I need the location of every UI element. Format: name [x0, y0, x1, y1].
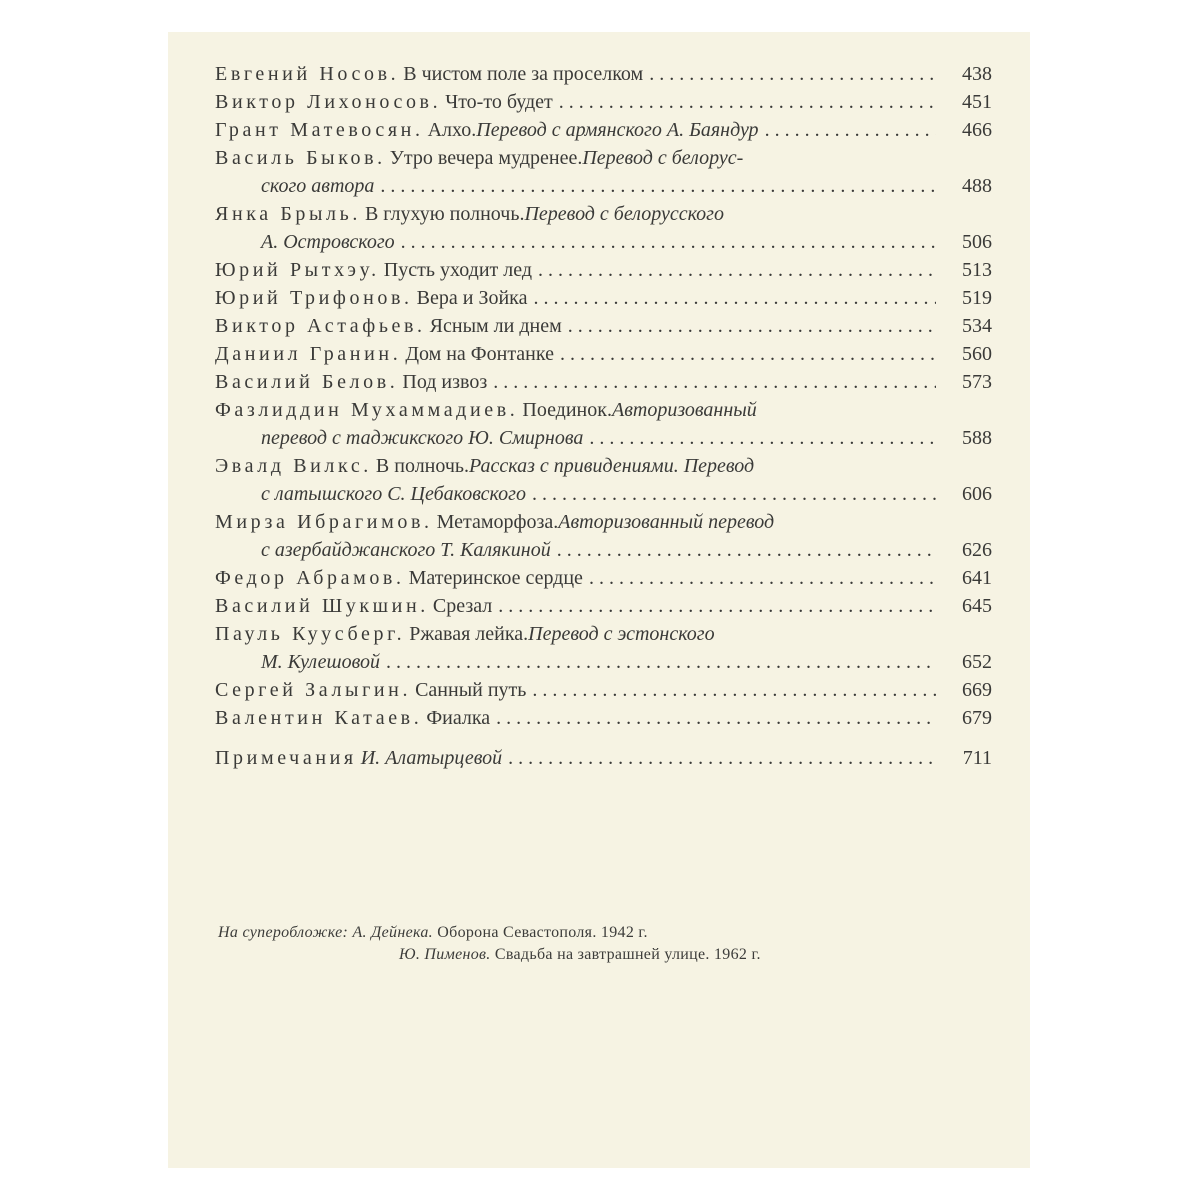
notes-page-number: 711: [962, 747, 992, 769]
toc-entry: [215, 284, 992, 312]
toc-entry-line: [215, 340, 992, 368]
entry-title: Под извоз: [402, 371, 488, 393]
credit-work: Свадьба на завтрашней улице. 1962 г.: [494, 946, 761, 963]
entry-title: ского автора: [261, 175, 375, 197]
toc-entry-line: [215, 480, 992, 508]
entry-title: Вера и Зойка: [416, 287, 528, 309]
toc-entry: [215, 592, 992, 620]
entry-title: Поединок.: [522, 399, 612, 421]
entry-title: Что-то будет: [445, 91, 553, 113]
entry-title: Перевод с армянского А. Баяндур: [476, 119, 759, 141]
entry-page-number: 466: [962, 119, 992, 141]
dot-leader: [649, 60, 936, 88]
entry-page-number: 588: [962, 427, 992, 449]
entry-author: Янка Брыль.: [215, 203, 361, 225]
toc-entry-line: [215, 368, 992, 396]
entry-title: Перевод с белорусского: [524, 203, 724, 225]
toc-entry-notes: [215, 744, 992, 772]
dot-leader: [493, 368, 936, 396]
dot-leader: [496, 704, 936, 732]
dot-leader: [560, 340, 936, 368]
toc-entry: [215, 564, 992, 592]
entry-title: Авторизованный: [611, 399, 757, 421]
entry-title: перевод с таджикского Ю. Смирнова: [261, 427, 584, 449]
entry-page-number: 641: [962, 567, 992, 589]
notes-editor: И. Алатырцевой: [360, 747, 503, 769]
toc-entry-line: [215, 536, 992, 564]
entry-page-number: 519: [962, 287, 992, 309]
entry-title: Срезал: [432, 595, 493, 617]
toc-entry-line: [215, 648, 992, 676]
entry-title: В глухую полночь.: [364, 203, 525, 225]
entry-title: Санный путь: [415, 679, 527, 701]
dot-leader: [533, 284, 936, 312]
toc-entry: [215, 676, 992, 704]
dot-leader: [568, 312, 936, 340]
toc-entry-line: [215, 172, 992, 200]
toc-entry: [215, 396, 992, 452]
toc-entry-line: [215, 284, 992, 312]
toc-entry-line: [215, 592, 992, 620]
entry-author: Эвалд Вилкс.: [215, 455, 372, 477]
toc-entry: [215, 60, 992, 88]
toc-entry-line: [215, 676, 992, 704]
entry-author: Юрий Трифонов.: [215, 287, 413, 309]
toc-entry-line: [215, 88, 992, 116]
entry-title: Фиалка: [426, 707, 491, 729]
entry-page-number: 606: [962, 483, 992, 505]
dot-leader: [557, 536, 936, 564]
credit-artist: А. Дейнека.: [352, 924, 433, 941]
notes-label: Примечания: [215, 747, 357, 769]
dot-leader: [386, 648, 936, 676]
entry-author: Сергей Залыгин.: [215, 679, 412, 701]
entry-author: Мирза Ибрагимов.: [215, 511, 433, 533]
entry-author: Фазлиддин Мухаммадиев.: [215, 399, 519, 421]
entry-title: Утро вечера мудренее.: [389, 147, 583, 169]
entry-page-number: 488: [962, 175, 992, 197]
entry-author: Юрий Рытхэу.: [215, 259, 380, 281]
toc-entry-line: [215, 144, 992, 172]
dot-leader: [532, 676, 936, 704]
credits-label: На суперобложке:: [218, 924, 349, 941]
toc-entry: [215, 144, 992, 200]
entry-title: Дом на Фонтанке: [405, 343, 554, 365]
entry-author: Валентин Катаев.: [215, 707, 423, 729]
dot-leader: [380, 172, 936, 200]
toc-entry-line: [215, 744, 992, 772]
toc-entry-line: [215, 116, 992, 144]
dot-leader: [589, 424, 936, 452]
entry-page-number: 560: [962, 343, 992, 365]
entry-title: Перевод с белорус-: [582, 147, 744, 169]
entry-author: Даниил Гранин.: [215, 343, 402, 365]
entry-title: В полночь.: [375, 455, 470, 477]
entry-author: Василь Быков.: [215, 147, 386, 169]
entry-author: Виктор Астафьев.: [215, 315, 426, 337]
entry-page-number: 652: [962, 651, 992, 673]
dot-leader: [532, 480, 936, 508]
toc-entry: [215, 340, 992, 368]
entry-title: А. Островского: [261, 231, 395, 253]
entry-page-number: 451: [962, 91, 992, 113]
entry-title: Пусть уходит лед: [383, 259, 533, 281]
entry-title: с латышского С. Цебаковского: [261, 483, 526, 505]
toc-entry-line: [215, 424, 992, 452]
toc-entry-line: [215, 228, 992, 256]
entry-author: Грант Матевосян.: [215, 119, 424, 141]
entry-page-number: 438: [962, 63, 992, 85]
entry-title: М. Кулешовой: [261, 651, 381, 673]
entry-page-number: 513: [962, 259, 992, 281]
toc-entry: [215, 256, 992, 284]
entry-page-number: 506: [962, 231, 992, 253]
toc-entry-line: [215, 508, 992, 536]
dot-leader: [559, 88, 936, 116]
entry-title: Метаморфоза.: [436, 511, 559, 533]
toc-entry-line: [215, 704, 992, 732]
toc-entry-line: [215, 312, 992, 340]
entry-page-number: 669: [962, 679, 992, 701]
entry-page-number: 645: [962, 595, 992, 617]
toc-entry-line: [215, 620, 992, 648]
toc-entry: [215, 508, 992, 564]
cover-credits: [218, 922, 761, 966]
toc-entry-line: [215, 200, 992, 228]
credit-artist: Ю. Пименов.: [399, 946, 491, 963]
toc-entry-line: [215, 256, 992, 284]
entry-author: Федор Абрамов.: [215, 567, 405, 589]
table-of-contents: [215, 60, 992, 772]
credit-line: [218, 944, 761, 966]
entry-title: Рассказ с привидениями. Перевод: [469, 455, 755, 477]
dot-leader: [498, 592, 936, 620]
toc-entry: [215, 88, 992, 116]
toc-entry: [215, 620, 992, 676]
credit-line: [218, 922, 761, 944]
dot-leader: [508, 744, 936, 772]
toc-entry-line: [215, 60, 992, 88]
credit-work: Оборона Севастополя. 1942 г.: [437, 924, 648, 941]
toc-entry-line: [215, 564, 992, 592]
entry-page-number: 679: [962, 707, 992, 729]
entry-title: Перевод с эстонского: [528, 623, 715, 645]
entry-author: Евгений Носов.: [215, 63, 400, 85]
toc-entry-line: [215, 452, 992, 480]
toc-entry: [215, 116, 992, 144]
toc-entry: [215, 452, 992, 508]
dot-leader: [765, 116, 936, 144]
entry-author: Василий Белов.: [215, 371, 399, 393]
toc-entry: [215, 704, 992, 732]
entry-author: Виктор Лихоносов.: [215, 91, 442, 113]
toc-entry: [215, 368, 992, 396]
entry-author: Василий Шукшин.: [215, 595, 429, 617]
entry-title: Материнское сердце: [408, 567, 583, 589]
entry-page-number: 626: [962, 539, 992, 561]
entry-title: Авторизованный перевод: [558, 511, 775, 533]
entry-title: Ржавая лейка.: [409, 623, 529, 645]
toc-entry-line: [215, 396, 992, 424]
toc-entry: [215, 312, 992, 340]
entry-title: В чистом поле за проселком: [403, 63, 644, 85]
entry-title: Ясным ли днем: [429, 315, 562, 337]
entry-page-number: 573: [962, 371, 992, 393]
dot-leader: [589, 564, 936, 592]
entry-title: с азербайджанского Т. Калякиной: [261, 539, 551, 561]
dot-leader: [401, 228, 936, 256]
entry-author: Пауль Куусберг.: [215, 623, 406, 645]
toc-entry: [215, 200, 992, 256]
entry-title: Алхо.: [427, 119, 477, 141]
entry-page-number: 534: [962, 315, 992, 337]
dot-leader: [538, 256, 936, 284]
